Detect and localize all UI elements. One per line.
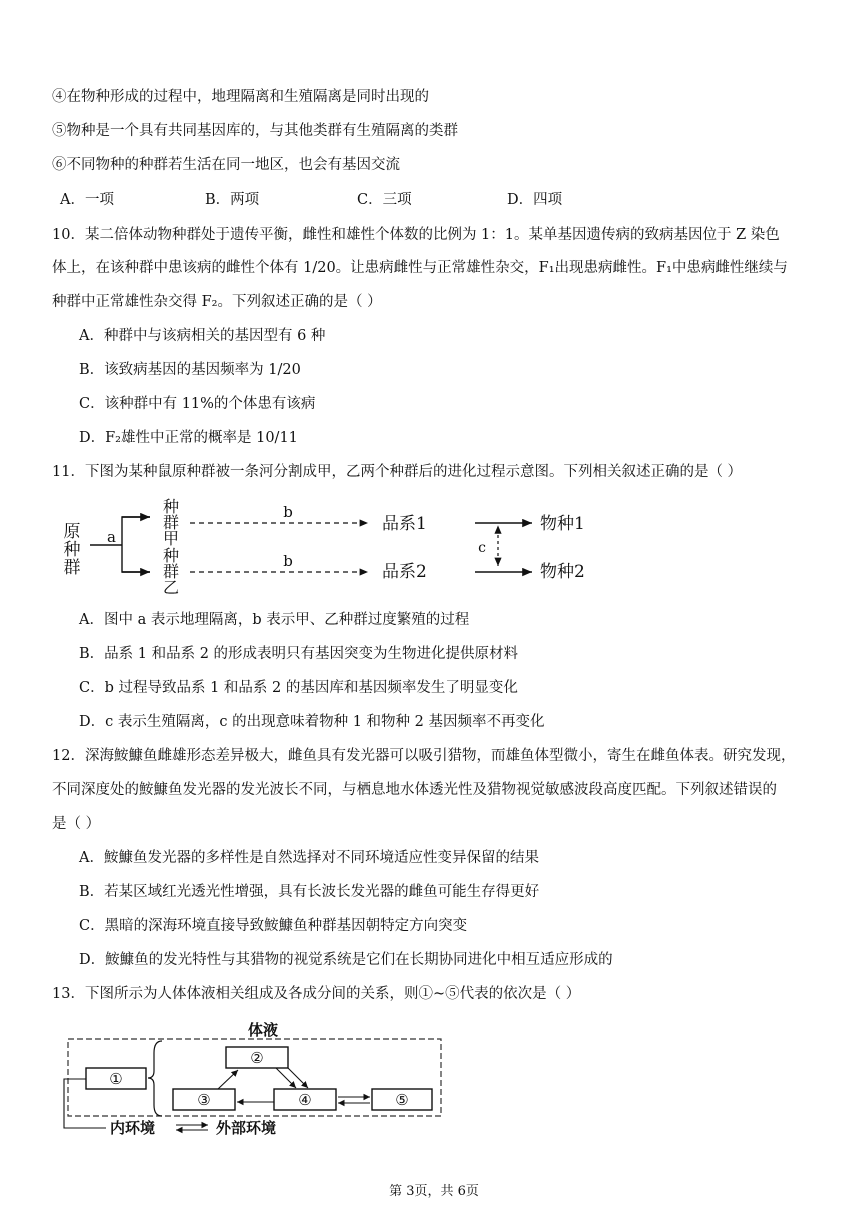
q9-option-b[interactable]: B．两项 xyxy=(205,192,260,208)
origin-char-2: 种 xyxy=(63,540,81,560)
q10-stem-line-1: 10．某二倍体动物种群处于遗传平衡，雌性和雄性个体数的比例为 1：1。某单基因遗传病的致病基因位于 Z 染色 xyxy=(52,227,780,243)
q9-options xyxy=(60,188,620,210)
q12-stem-line-3: 是（ ） xyxy=(52,816,101,832)
q11-stem: 11．下图为某种鼠原种群被一条河分割成甲，乙两个种群后的进化过程示意图。下列相关叙述正确的是（ ） xyxy=(52,464,743,480)
yi-char-1: 种 xyxy=(162,546,180,565)
speciation-diagram xyxy=(50,495,640,595)
species-2: 物种2 xyxy=(540,562,585,582)
q12-option-b[interactable]: B．若某区域红光透光性增强，具有长波长发光器的雌鱼可能生存得更好 xyxy=(79,884,540,900)
box-5-label: ⑤ xyxy=(395,1091,409,1109)
jia-char-3: 甲 xyxy=(162,529,180,548)
q10-option-c[interactable]: C．该种群中有 11%的个体患有该病 xyxy=(79,396,316,412)
strain-2: 品系2 xyxy=(382,562,427,582)
q11-option-b[interactable]: B．品系 1 和品系 2 的形成表明只有基因突变为生物进化提供原材料 xyxy=(79,646,519,662)
statement-6: ⑥不同物种的种群若生活在同一地区，也会有基因交流 xyxy=(52,157,400,173)
q11-option-c[interactable]: C．b 过程导致品系 1 和品系 2 的基因库和基因频率发生了明显变化 xyxy=(79,680,518,696)
body-fluid-title: 体液 xyxy=(247,1021,279,1039)
species-1: 物种1 xyxy=(540,514,585,534)
q12-stem-line-2: 不同深度处的鮟鱇鱼发光器的发光波长不同，与栖息地水体透光性及猎物视觉敏感波段高度匹配。下列叙述错误的 xyxy=(52,782,777,798)
q11-option-d[interactable]: D．c 表示生殖隔离，c 的出现意味着物种 1 和物种 2 基因频率不再变化 xyxy=(79,714,545,730)
box-2-label: ② xyxy=(250,1049,264,1067)
q12-option-a[interactable]: A．鮟鱇鱼发光器的多样性是自然选择对不同环境适应性变异保留的结果 xyxy=(79,850,539,866)
q9-option-a[interactable]: A．一项 xyxy=(60,192,114,208)
jia-char-1: 种 xyxy=(162,497,180,516)
box-3-label: ③ xyxy=(197,1091,211,1109)
brace xyxy=(148,1041,162,1116)
jia-char-2: 群 xyxy=(162,513,180,532)
label-b-bottom: b xyxy=(283,552,293,570)
origin-char-1: 原 xyxy=(63,522,81,542)
origin-char-3: 群 xyxy=(63,558,81,578)
q10-stem-line-2: 体上，在该种群中患该病的雌性个体有 1/20。让患病雌性与正常雄性杂交，F₁出现患病雌性。F₁中患病雌性继续与 xyxy=(52,260,788,276)
statement-5: ⑤物种是一个具有共同基因库的，与其他类群有生殖隔离的类群 xyxy=(52,123,458,139)
q9-option-c[interactable]: C．三项 xyxy=(357,192,412,208)
body-fluid-diagram xyxy=(58,1015,458,1145)
q10-stem-line-3: 种群中正常雄性杂交得 F₂。下列叙述正确的是（ ） xyxy=(52,294,382,310)
population-yi-label xyxy=(163,546,179,595)
yi-char-3: 乙 xyxy=(162,578,180,595)
statement-4: ④在物种形成的过程中，地理隔离和生殖隔离是同时出现的 xyxy=(52,89,429,105)
q10-option-a[interactable]: A．种群中与该病相关的基因型有 6 种 xyxy=(79,328,326,344)
origin-population-label xyxy=(64,522,81,578)
external-environment-label: 外部环境 xyxy=(216,1119,277,1137)
q10-option-b[interactable]: B．该致病基因的基因频率为 1/20 xyxy=(79,362,301,378)
box-4-label: ④ xyxy=(298,1091,312,1109)
q13-stem: 13．下图所示为人体体液相关组成及各成分间的关系，则①~⑤代表的依次是（ ） xyxy=(52,986,581,1002)
q12-stem-line-1: 12．深海鮟鱇鱼雌雄形态差异极大，雌鱼具有发光器可以吸引猎物，而雄鱼体型微小，寄生在雌鱼体表。研究发现， xyxy=(52,748,796,764)
yi-char-2: 群 xyxy=(162,562,180,581)
box-1-label: ① xyxy=(109,1070,123,1088)
label-a: a xyxy=(107,528,116,546)
label-b-top: b xyxy=(283,503,293,521)
q9-option-d[interactable]: D．四项 xyxy=(507,192,563,208)
internal-environment-label: 内环境 xyxy=(110,1119,156,1137)
q10-option-d[interactable]: D．F₂雄性中正常的概率是 10/11 xyxy=(79,430,298,446)
q12-option-d[interactable]: D．鮟鱇鱼的发光特性与其猎物的视觉系统是它们在长期协同进化中相互适应形成的 xyxy=(79,952,613,968)
population-jia-label xyxy=(163,497,179,548)
strain-1: 品系1 xyxy=(382,514,427,534)
q12-option-c[interactable]: C．黑暗的深海环境直接导致鮟鱇鱼种群基因朝特定方向突变 xyxy=(79,918,468,934)
label-c: c xyxy=(478,540,486,556)
q11-option-a[interactable]: A．图中 a 表示地理隔离，b 表示甲、乙种群过度繁殖的过程 xyxy=(79,612,470,628)
page-footer: 第 3页，共 6页 xyxy=(389,1184,479,1199)
